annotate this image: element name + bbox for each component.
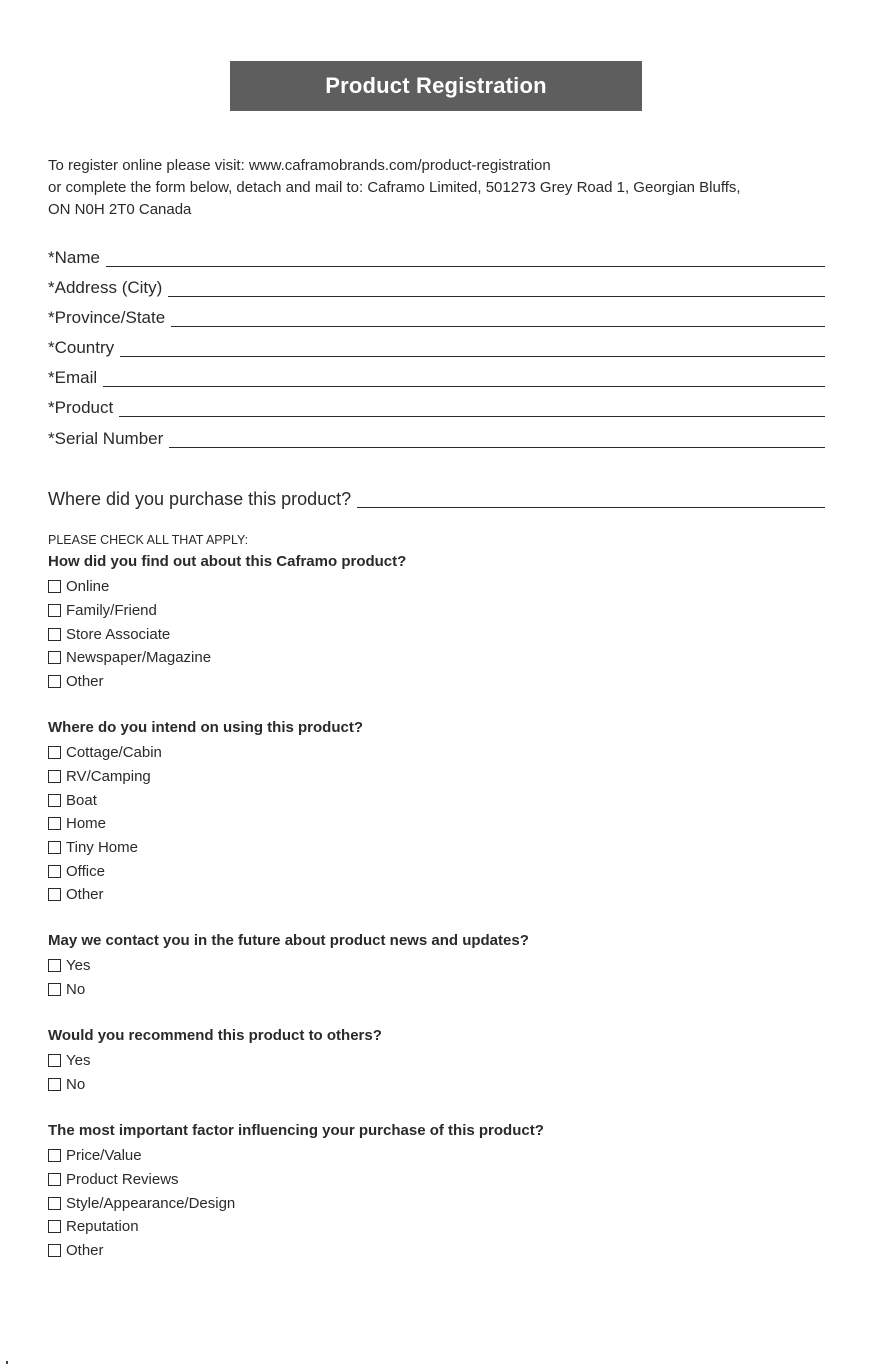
name-label: *Name bbox=[48, 248, 100, 267]
province-state-label: *Province/State bbox=[48, 308, 166, 327]
option-label: No bbox=[66, 1075, 86, 1093]
checkbox[interactable] bbox=[48, 604, 61, 617]
country-field bbox=[48, 334, 825, 358]
option-label: Yes bbox=[66, 956, 91, 974]
checkbox[interactable] bbox=[48, 1078, 61, 1091]
purchase-location-field bbox=[48, 485, 825, 509]
checkbox[interactable] bbox=[48, 1054, 61, 1067]
country-label: *Country bbox=[48, 338, 115, 357]
checkbox[interactable] bbox=[48, 817, 61, 830]
option-find-store-associate[interactable] bbox=[48, 624, 170, 644]
question-contact-future: May we contact you in the future about product news and updates? bbox=[48, 932, 529, 949]
option-label: Other bbox=[66, 1241, 104, 1259]
address-input[interactable] bbox=[168, 276, 825, 297]
option-factor-price-value[interactable] bbox=[48, 1145, 142, 1165]
page-title bbox=[230, 61, 642, 111]
option-recommend-yes[interactable] bbox=[48, 1050, 90, 1070]
option-label: Store Associate bbox=[66, 625, 171, 643]
option-factor-reputation[interactable] bbox=[48, 1216, 139, 1236]
question-intended-use: Where do you intend on using this product? bbox=[48, 719, 363, 736]
option-find-family-friend[interactable] bbox=[48, 600, 157, 620]
option-label: No bbox=[66, 980, 86, 998]
checkbox[interactable] bbox=[48, 983, 61, 996]
product-input[interactable] bbox=[119, 396, 825, 417]
option-label: Product Reviews bbox=[66, 1170, 179, 1188]
email-field bbox=[48, 364, 825, 388]
name-field bbox=[48, 244, 825, 268]
question-important-factor: The most important factor influencing your purchase of this product? bbox=[48, 1122, 544, 1139]
option-factor-product-reviews[interactable] bbox=[48, 1169, 179, 1189]
option-label: Style/Appearance/Design bbox=[66, 1194, 236, 1212]
option-label: Home bbox=[66, 814, 107, 832]
option-label: Yes bbox=[66, 1051, 91, 1069]
page-title-text: Product Registration bbox=[325, 73, 547, 98]
option-label: Other bbox=[66, 885, 104, 903]
checkbox[interactable] bbox=[48, 1244, 61, 1257]
checkbox[interactable] bbox=[48, 888, 61, 901]
purchase-location-label: Where did you purchase this product? bbox=[48, 489, 352, 509]
page-mark bbox=[6, 1361, 8, 1364]
address-field bbox=[48, 274, 825, 298]
checkbox[interactable] bbox=[48, 1220, 61, 1233]
intro-text bbox=[48, 155, 848, 221]
checkbox[interactable] bbox=[48, 651, 61, 664]
option-recommend-no[interactable] bbox=[48, 1074, 85, 1094]
option-use-boat[interactable] bbox=[48, 790, 97, 810]
serial-number-label: *Serial Number bbox=[48, 429, 164, 448]
checkbox[interactable] bbox=[48, 1149, 61, 1162]
option-label: Office bbox=[66, 862, 105, 880]
checkbox[interactable] bbox=[48, 794, 61, 807]
question-find-out: How did you find out about this Caframo product? bbox=[48, 553, 407, 570]
country-input[interactable] bbox=[120, 336, 825, 357]
checkbox[interactable] bbox=[48, 841, 61, 854]
option-use-cottage-cabin[interactable] bbox=[48, 742, 162, 762]
option-use-tiny-home[interactable] bbox=[48, 837, 138, 857]
checkbox[interactable] bbox=[48, 770, 61, 783]
option-use-home[interactable] bbox=[48, 813, 106, 833]
intro-line-1: To register online please visit: www.caframobrands.com/product-registration bbox=[48, 157, 551, 174]
option-find-other[interactable] bbox=[48, 671, 104, 691]
option-label: Other bbox=[66, 672, 104, 690]
serial-number-field bbox=[48, 425, 825, 449]
check-all-instruction: PLEASE CHECK ALL THAT APPLY: bbox=[48, 533, 249, 547]
checkbox[interactable] bbox=[48, 1173, 61, 1186]
option-label: Cottage/Cabin bbox=[66, 743, 162, 761]
option-label: RV/Camping bbox=[66, 767, 151, 785]
option-find-newspaper[interactable] bbox=[48, 647, 211, 667]
intro-line-3: ON N0H 2T0 Canada bbox=[48, 201, 192, 218]
name-input[interactable] bbox=[106, 246, 825, 267]
province-state-field bbox=[48, 304, 825, 328]
purchase-location-input[interactable] bbox=[357, 487, 825, 508]
option-label: Tiny Home bbox=[66, 838, 138, 856]
option-label: Reputation bbox=[66, 1217, 139, 1235]
checkbox[interactable] bbox=[48, 675, 61, 688]
option-label: Price/Value bbox=[66, 1146, 142, 1164]
product-field bbox=[48, 394, 825, 418]
serial-number-input[interactable] bbox=[169, 427, 825, 448]
question-recommend: Would you recommend this product to others? bbox=[48, 1027, 382, 1044]
option-use-rv-camping[interactable] bbox=[48, 766, 151, 786]
option-label: Boat bbox=[66, 791, 97, 809]
address-label: *Address (City) bbox=[48, 278, 163, 297]
option-use-office[interactable] bbox=[48, 861, 105, 881]
email-label: *Email bbox=[48, 368, 98, 387]
province-state-input[interactable] bbox=[171, 306, 825, 327]
option-factor-other[interactable] bbox=[48, 1240, 104, 1260]
checkbox[interactable] bbox=[48, 746, 61, 759]
checkbox[interactable] bbox=[48, 628, 61, 641]
option-label: Online bbox=[66, 577, 110, 595]
checkbox[interactable] bbox=[48, 1197, 61, 1210]
intro-line-2: or complete the form below, detach and mail to: Caframo Limited, 501273 Grey Road 1, Georgian Bluffs, bbox=[48, 179, 741, 196]
product-label: *Product bbox=[48, 398, 114, 417]
option-label: Family/Friend bbox=[66, 601, 157, 619]
option-label: Newspaper/Magazine bbox=[66, 648, 212, 666]
email-input[interactable] bbox=[103, 366, 825, 387]
option-find-online[interactable] bbox=[48, 576, 109, 596]
checkbox[interactable] bbox=[48, 580, 61, 593]
option-contact-no[interactable] bbox=[48, 979, 85, 999]
option-contact-yes[interactable] bbox=[48, 955, 90, 975]
checkbox[interactable] bbox=[48, 865, 61, 878]
option-use-other[interactable] bbox=[48, 884, 104, 904]
checkbox[interactable] bbox=[48, 959, 61, 972]
option-factor-style-design[interactable] bbox=[48, 1193, 235, 1213]
